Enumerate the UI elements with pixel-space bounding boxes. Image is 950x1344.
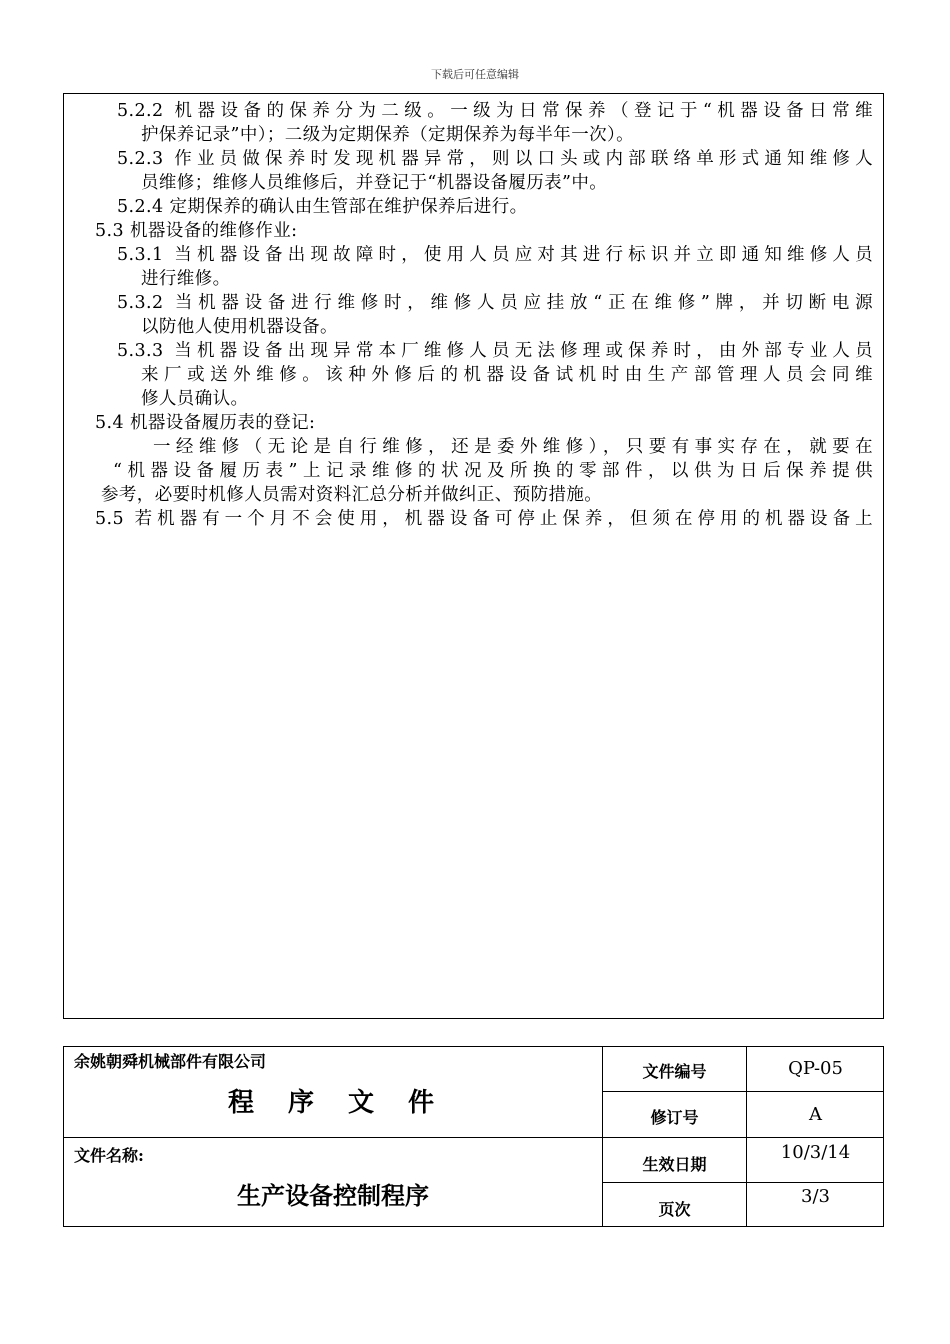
effective-date-label: 生效日期 <box>642 1155 707 1174</box>
document-footer-table <box>63 1046 884 1227</box>
revision-value: A <box>809 1104 822 1125</box>
content-line: 5.2.3 作业员做保养时发现机器异常，则以口头或内部联络单形式通知维修人 <box>117 149 873 169</box>
content-line: 员维修；维修人员维修后，并登记于“机器设备履历表”中。 <box>141 173 608 193</box>
revision-label: 修订号 <box>650 1108 699 1127</box>
content-line: 5.2.4 定期保养的确认由生管部在维护保养后进行。 <box>117 197 528 217</box>
company-name: 余姚朝舜机械部件有限公司 <box>74 1052 267 1071</box>
page-value: 3/3 <box>801 1186 830 1207</box>
content-line: 一经维修（无论是自行维修，还是委外维修），只要有事实存在，就要在 <box>153 437 873 457</box>
doc-number-value: QP-05 <box>788 1058 843 1079</box>
content-line: 护保养记录”中）；二级为定期保养（定期保养为每半年一次）。 <box>141 125 635 145</box>
content-line: 修人员确认。 <box>141 389 249 409</box>
content-line: 5.2.2 机器设备的保养分为二级。一级为日常保养（登记于“机器设备日常维 <box>117 101 873 121</box>
effective-date-value: 10/3/14 <box>780 1142 851 1163</box>
doc-number-label: 文件编号 <box>642 1062 707 1081</box>
content-line: 来厂或送外维修。该种外修后的机器设备试机时由生产部管理人员会同维 <box>141 365 873 385</box>
content-line: 5.3.1 当机器设备出现故障时，使用人员应对其进行标识并立即通知维修人员 <box>117 245 873 265</box>
content-line: 5.3.2 当机器设备进行维修时，维修人员应挂放“正在维修”牌，并切断电源 <box>117 293 873 313</box>
document-content-box <box>63 93 884 1019</box>
content-line: 5.3.3 当机器设备出现异常本厂维修人员无法修理或保养时，由外部专业人员 <box>117 341 873 361</box>
document-type-title: 程 序 文 件 <box>227 1088 438 1118</box>
page-label: 页次 <box>658 1200 691 1219</box>
section-heading: 5.4 机器设备履历表的登记: <box>95 413 316 433</box>
content-line: 进行维修。 <box>141 269 231 289</box>
document-name: 生产设备控制程序 <box>237 1181 429 1210</box>
section-heading: 5.3 机器设备的维修作业: <box>95 221 298 241</box>
document-name-label: 文件名称: <box>74 1146 144 1165</box>
content-line: 以防他人使用机器设备。 <box>141 317 338 337</box>
content-line: 5.5 若机器有一个月不会使用，机器设备可停止保养，但须在停用的机器设备上 <box>95 509 873 529</box>
content-line: 参考，必要时机修人员需对资料汇总分析并做纠正、预防措施。 <box>101 485 603 505</box>
content-line: “机器设备履历表”上记录维修的状况及所换的零部件，以供为日后保养提供 <box>113 461 873 481</box>
download-note: 下载后可任意编辑 <box>431 68 519 81</box>
